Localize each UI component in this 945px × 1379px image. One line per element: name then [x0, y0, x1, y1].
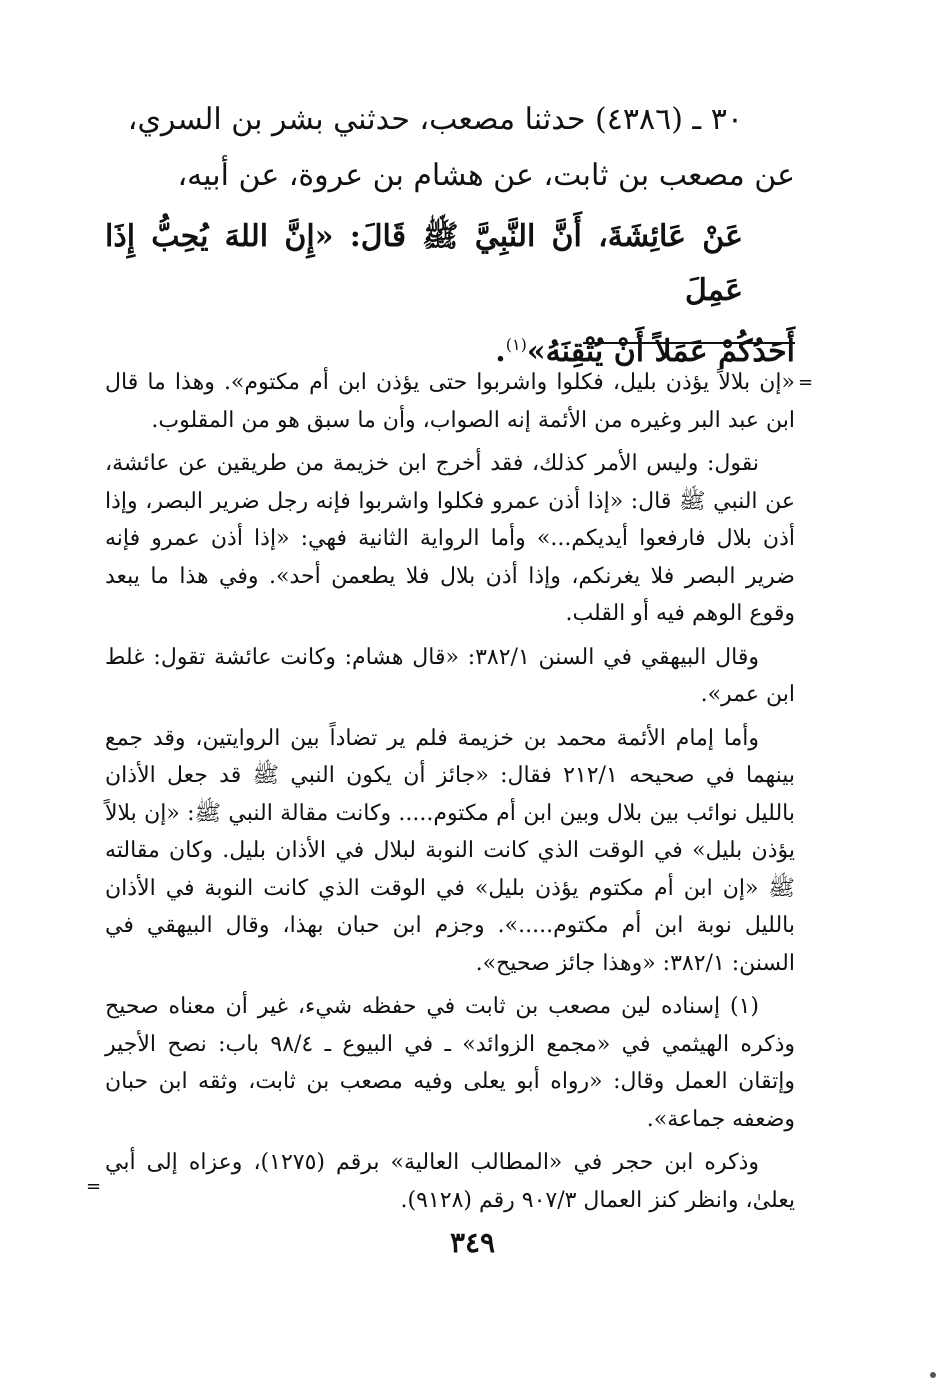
continuation-mark-bottom: =	[86, 1176, 102, 1197]
page-number: ٣٤٩	[449, 1226, 496, 1259]
hadith-line-2-text: أَحَدُكُمْ عَمَلاً أَنْ يُتْقِنَهُ»	[526, 334, 795, 369]
footnote-paragraph-3: وقال البيهقي في السنن ٣٨٢/١: «قال هشام: وكانت عائشة تقول: غلط ابن عمر».	[105, 644, 795, 707]
footnote-divider	[583, 342, 795, 344]
footnote-reference: (١)	[505, 335, 527, 354]
hadith-line-2-end: .	[495, 334, 506, 369]
footnote-paragraph-2: نقول: وليس الأمر كذلك، فقد أخرج ابن خزيمة من طريقين عن عائشة، عن النبي ﷺ قال: «إذا أذن عمرو فكلوا واشربوا فإنه رجل ضرير البصر، وإذا أذن بلال فارفعوا أيديكم...» وأما الرواية الثانية فهي: «إذا أذن عمرو فإنه ضرير البصر فلا يغرنكم، وإذا أذن بلال فلا يطعمن أحد». وفي هذا ما يبعد وقوع الوهم فيه أو القلب.	[105, 451, 795, 626]
continuation-mark-top: =	[798, 372, 814, 393]
isnad-line-1: ٣٠ ـ (٤٣٨٦) حدثنا مصعب، حدثني بشر بن السري،	[127, 102, 743, 137]
footnote-paragraph-6: وذكره ابن حجر في «المطالب العالية» برقم (١٢٧٥)، وعزاه إلى أبي يعلىٰ، وانظر كنز العمال ٩٠٧/٣ رقم (٩١٢٨).	[105, 1150, 795, 1213]
scan-speck	[930, 1372, 936, 1378]
isnad-text	[105, 92, 795, 204]
footnote-paragraph-4: وأما إمام الأئمة محمد بن خزيمة فلم ير تضاداً بين الروايتين، وقد جمع بينهما في صحيحه ٢١٢/١ فقال: «جائز أن يكون النبي ﷺ قد جعل الأذان بالليل نوائب بين بلال وبين ابن أم مكتوم..... وكانت مقالة النبي ﷺ: «إن بلالاً يؤذن بليل» في الوقت الذي كانت النوبة لبلال في الأذان بليل. وكان مقالته ﷺ «إن ابن أم مكتوم يؤذن بليل» في الوقت الذي كانت النوبة في الأذان بالليل نوبة ابن أم مكتوم.....». وجزم ابن حبان بهذا، وقال البيهقي في السنن: ٣٨٢/١: «وهذا جائز صحيح».	[105, 725, 795, 976]
footnote-paragraph-5: (١) إسناده لين مصعب بن ثابت في حفظه شيء، غير أن معناه صحيح وذكره الهيثمي في «مجمع الزوائد» ـ في البيوع ـ ٩٨/٤ باب: نصح الأجير وإتقان العمل وقال: «رواه أبو يعلى وفيه مصعب بن ثابت، وثقه ابن حبان وضعفه جماعة».	[105, 994, 795, 1132]
hadith-text	[105, 210, 795, 379]
hadith-line-1: عَنْ عَائِشَةَ، أَنَّ النَّبِيَّ ﷺ قَالَ: «إِنَّ اللهَ يُحِبُّ إِذَا عَمِلَ	[105, 219, 743, 308]
footnotes	[105, 364, 795, 1219]
footnote-paragraph-1: «إن بلالاً يؤذن بليل، فكلوا واشربوا حتى يؤذن ابن أم مكتوم». وهذا ما قال ابن عبد البر وغيره من الأئمة إنه الصواب، وأن ما سبق هو من المقلوب.	[105, 370, 795, 433]
isnad-line-2: عن مصعب بن ثابت، عن هشام بن عروة، عن أبيه،	[177, 158, 795, 193]
